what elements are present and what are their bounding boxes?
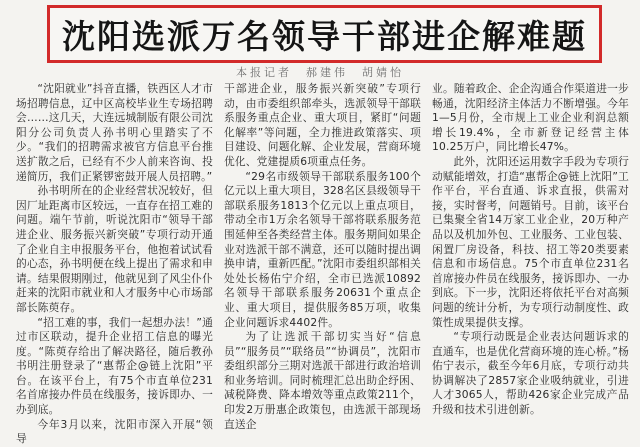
column-3 [432,82,629,447]
paragraph: 干部进企业，服务振兴新突破”专项行动，由市委组织部牵头，选派领导干部联系服务重点企业、重大项目，紧盯“问题化解率”等问题，全力推进政策落实、项目建设、问题化解、企业发展，营商环境优化、党建提质6项重点任务。 [224,82,421,168]
paragraph: “招工难的事，我们一起想办法！”通过市区联动，提升企业招工信息的曝光度。“陈萸存给出了解决路径，随后教孙书明注册登录了“惠帮企@链上沈阳”平台。在该平台上，有75个市直单位231名首席接办件员在线服务，接诉即办、一办到底。 [16,315,213,417]
paragraph: 今年3月以来，沈阳市深入开展“领导 [16,417,213,446]
paragraph: “29名市级领导干部联系服务100个亿元以上重大项目，328名区县级领导干部联系服务1813个亿元以上重点项目，带动全市1万余名领导干部将联系服务范围延伸至各类经营主体。服务期间如果企业对选派干部不满意，还可以随时提出调换申请，重新匹配。”沈阳市委组织部相关处处长杨佑宁介绍，全市已选派10892名领导干部联系服务20631个重点企业、重大项目，提供服务85万项，收集企业问题诉求4402件。 [224,169,421,329]
article-byline: 本报记者 郝建伟 胡婧怡 [236,66,404,79]
article-body [16,82,629,446]
paragraph: 此外，沈阳还运用数字手段为专项行动赋能增效，打造“惠帮企@链上沈阳”工作平台，平台直通、诉求直报，供需对接，实时督考，问题销号。目前，该平台已集聚全省14万家工业企业，20万种产品以及机加外包、工业服务、工业包装、闲置厂房设备，科技、招工等20类要素信息和市场信息。75个市直单位231名首席接办件员在线服务，接诉即办、一办到底。下一步，沈阳还将依托平台对高频问题的统计分析，为专项行动制度性、政策性成果提供支撑。 [432,154,629,329]
column-2 [224,82,421,447]
headline-frame [47,5,602,63]
paragraph: “专项行动既是企业表达问题诉求的直通车，也是优化营商环境的连心桥。”杨佑宁表示，截至今年6月底，专项行动共协调解决了2857家企业吸纳就业，引进人才3065人，帮助426家企业完成产品升级和技术引进创新。 [432,330,629,417]
paragraph: 业。随着政企、企企沟通合作渠道进一步畅通，沈阳经济主体活力不断增强。今年1—5月份，全市规上工业企业利润总额增长19.4%，全市新登记经营主体10.25万户，同比增长47%。 [432,82,629,154]
article-headline: 沈阳选派万名领导干部进企解难题 [62,16,587,56]
column-1 [16,82,213,447]
paragraph: 孙书明所在的企业经营状况较好，但因厂址距离市区较远，一直存在招工难的问题。端午节前，听说沈阳市“领导干部进企业、服务振兴新突破”专项行动开通了企业自主申报服务平台，他抱着试试看的心态，孙书明便在线上提出了需求和申请。结果假期刚过，他就见到了风尘仆仆赶来的沈阳市就业和人才服务中心市场部部长陈萸存。 [16,184,213,314]
paragraph: “沈阳就业”抖音直播，铁西区人才市场招聘信息，辽中区高校毕业生专场招聘会……这几天，大连远城制版有限公司沈阳分公司负责人孙书明心里踏实了不少。“我们的招聘需求被官方信息平台推送扩散之后，已经有不少人前来咨询、投递简历，我们正紧锣密鼓开展人员招聘。” [16,82,213,183]
paragraph: 为了让选派干部切实当好“信息员”“服务员”“联络员”“协调员”，沈阳市委组织部分三期对选派干部进行政治培训和业务培训。同时梳理汇总出助企纾困、减税降费、降本增效等重点政策211个，印发2万册惠企政策包，由选派干部现场直送企 [224,330,421,431]
